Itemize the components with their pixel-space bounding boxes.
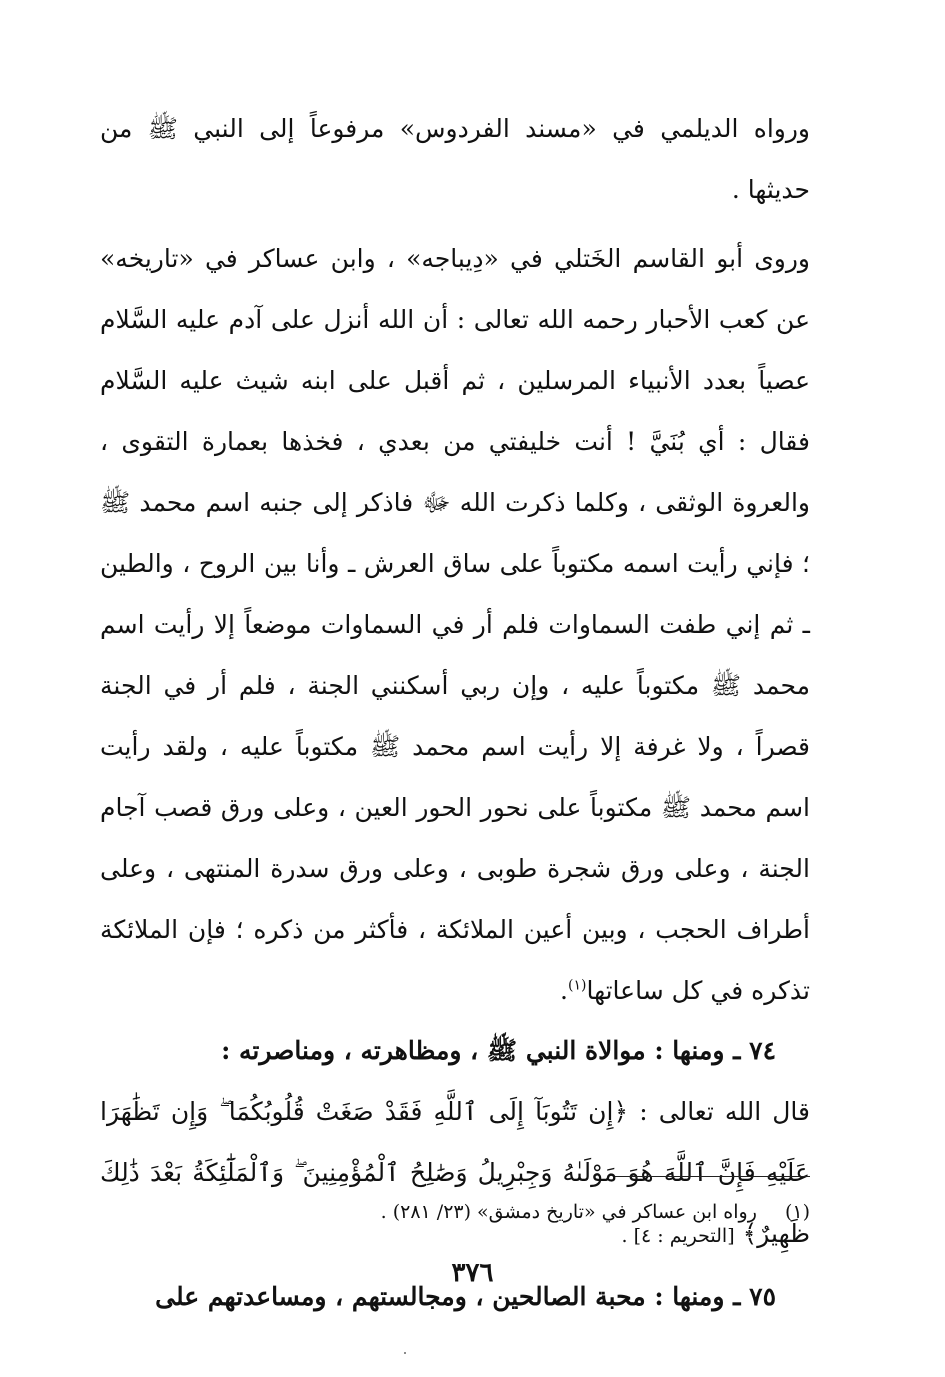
- quran-intro: قال الله تعالى :: [639, 1097, 810, 1126]
- paragraph-2: وروى أبو القاسم الخَتلي في «دِيباجه» ، وابن عساكر في «تاريخه» عن كعب الأحبار رحمه الله تعالى : أن الله أنزل على آدم عليه السَّلام عصياً بعدد الأنبياء المرسلين ، ثم أقبل على ابنه شيث عليه السَّلام فقال : أي بُنَيَّ ! أنت خليفتي من بعدي ، فخذها بعمارة التقوى ، والعروة الوثقى ، وكلما ذكرت الله ﷻ فاذكر إلى جنبه اسم محمد ﷺ ؛ فإني رأيت اسمه مكتوباً على ساق العرش ـ وأنا بين الروح ، والطين ـ ثم إني طفت السماوات فلم أر في السماوات موضعاً إلا رأيت اسم محمد ﷺ مكتوباً عليه ، وإن ربي أسكنني الجنة ، فلم أر في الجنة قصراً ، ولا غرفة إلا رأيت اسم محمد ﷺ مكتوباً عليه ، ولقد رأيت اسم محمد ﷺ مكتوباً على نحور الحور العين ، وعلى ورق قصب آجام الجنة ، وعلى ورق شجرة طوبى ، وعلى ورق سدرة المنتهى ، وعلى أطراف الحجب ، وبين أعين الملائكة ، فأكثر من ذكره ؛ فإن الملائكة تذكره في كل ساعاتها$^{(١)}$.: [100, 244, 810, 1005]
- page-number: ٣٧٦: [451, 1258, 494, 1288]
- footnote: [100, 1196, 810, 1228]
- footnote-number: (١): [784, 1201, 810, 1223]
- section-heading-74: ٧٤ ـ ومنها : موالاة النبي ﷺ ، ومظاهرته ، ومناصرته :: [221, 1036, 776, 1065]
- quran-verse: ﴿إِن تَتُوبَآ إِلَى ٱللَّهِ فَقَدْ صَغَتْ قُلُوبُكُمَا ۖ وَإِن تَظَٰهَرَا عَلَيْهِ فَإِنَّ ٱللَّهَ هُوَ مَوْلَىٰهُ وَجِبْرِيلُ وَصَٰلِحُ ٱلْمُؤْمِنِينَ ۖ وَٱلْمَلَٰٓئِكَةُ بَعْدَ ذَٰلِكَ ظَهِيرٌ﴾: [100, 1097, 810, 1248]
- paragraph-1: ورواه الديلمي في «مسند الفردوس» مرفوعاً إلى النبي ﷺ من حديثها .: [100, 114, 810, 204]
- quran-reference: [التحريم : ٤] .: [621, 1225, 735, 1247]
- quran-citation: [100, 1081, 810, 1267]
- main-text: [100, 98, 810, 1327]
- footnote-separator: [615, 1176, 810, 1177]
- paragraph-2-text: وروى أبو القاسم الخَتلي في «دِيباجه» ، وابن عساكر في «تاريخه» عن كعب الأحبار رحمه الله تعالى : أن الله أنزل على آدم عليه السَّلام عصياً بعدد الأنبياء المرسلين ، ثم أقبل على ابنه شيث عليه السَّلام فقال : أي بُنَيَّ ! أنت خليفتي من بعدي ، فخذها بعمارة التقوى ، والعروة الوثقى ، وكلما ذكرت الله ﷻ فاذكر إلى جنبه اسم محمد ﷺ ؛ فإني رأيت اسمه مكتوباً على ساق العرش ـ وأنا بين الروح ، والطين ـ ثم إني طفت السماوات فلم أر في السماوات موضعاً إلا رأيت اسم محمد ﷺ مكتوباً عليه ، وإن ربي أسكنني الجنة ، فلم أر في الجنة قصراً ، ولا غرفة إلا رأيت اسم محمد ﷺ مكتوباً عليه ، ولقد رأيت اسم محمد ﷺ مكتوباً على نحور الحور العين ، وعلى ورق قصب آجام الجنة ، وعلى ورق شجرة طوبى ، وعلى ورق سدرة المنتهى ، وعلى أطراف الحجب ، وبين أعين الملائكة ، فأكثر من ذكره ؛ فإن الملائكة تذكره في كل ساعاتها: [100, 244, 810, 1005]
- footnote-text: رواه ابن عساكر في «تاريخ دمشق» (٢٣/ ٢٨١) .: [380, 1201, 757, 1223]
- section-heading-75: ٧٥ ـ ومنها : محبة الصالحين ، ومجالستهم ، ومساعدتهم على: [155, 1282, 776, 1311]
- footnote-marker: (١): [567, 977, 587, 994]
- scan-speck: [404, 1352, 406, 1354]
